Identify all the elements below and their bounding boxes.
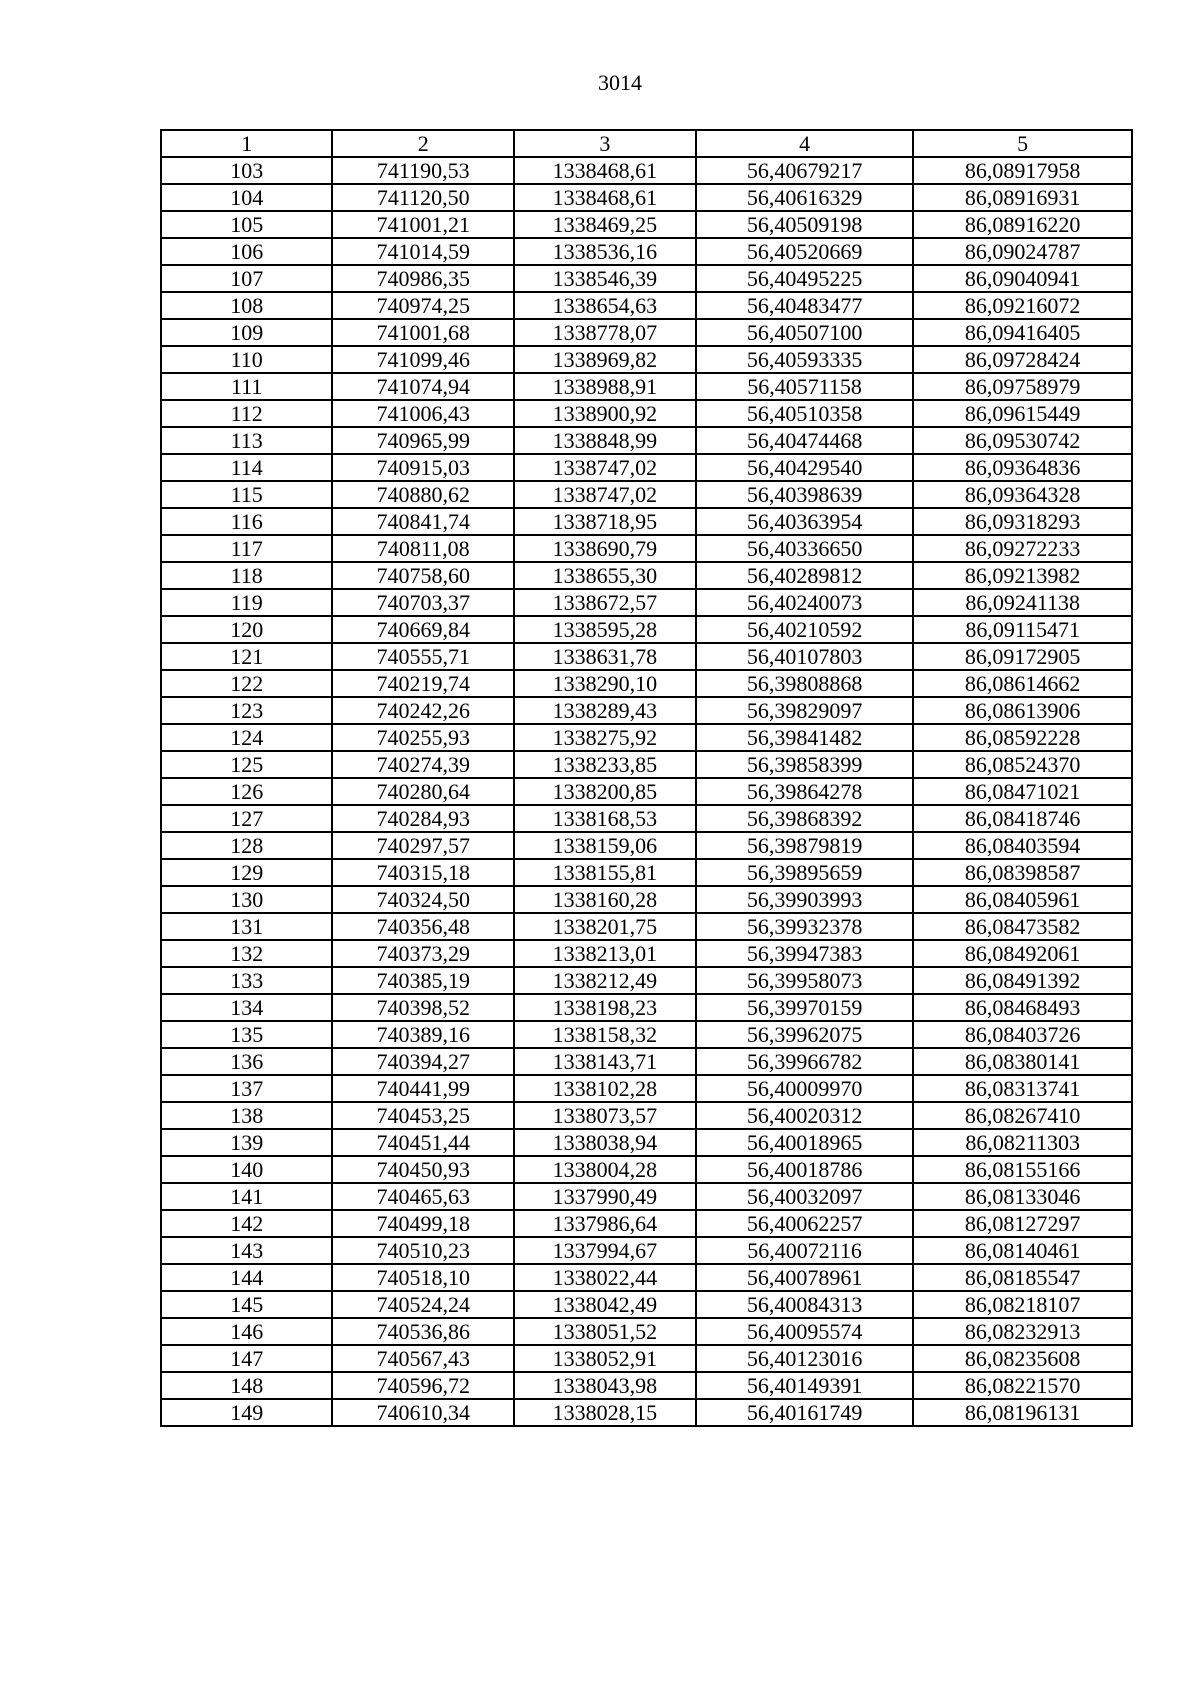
table-cell: 1338275,92 [514, 724, 696, 751]
table-row [161, 940, 1132, 967]
table-cell: 1338073,57 [514, 1102, 696, 1129]
table-cell: 86,08418746 [913, 805, 1132, 832]
table-cell: 124 [161, 724, 332, 751]
table-row [161, 184, 1132, 211]
table-cell: 1337990,49 [514, 1183, 696, 1210]
table-cell: 86,08491392 [913, 967, 1132, 994]
table-row [161, 535, 1132, 562]
table-cell: 56,39808868 [696, 670, 914, 697]
table-cell: 149 [161, 1399, 332, 1426]
table-cell: 137 [161, 1075, 332, 1102]
table-cell: 86,08133046 [913, 1183, 1132, 1210]
table-row [161, 1021, 1132, 1048]
table-cell: 127 [161, 805, 332, 832]
table-cell: 86,09216072 [913, 292, 1132, 319]
table-row [161, 1345, 1132, 1372]
table-row [161, 1291, 1132, 1318]
table-cell: 56,40161749 [696, 1399, 914, 1426]
table-cell: 86,09172905 [913, 643, 1132, 670]
table-cell: 123 [161, 697, 332, 724]
table-cell: 132 [161, 940, 332, 967]
table-cell: 56,40107803 [696, 643, 914, 670]
table-cell: 56,40510358 [696, 400, 914, 427]
table-row [161, 265, 1132, 292]
table-cell: 1338546,39 [514, 265, 696, 292]
column-header: 5 [913, 130, 1132, 157]
table-cell: 56,40429540 [696, 454, 914, 481]
table-row [161, 643, 1132, 670]
table-cell: 740441,99 [332, 1075, 514, 1102]
table-row [161, 967, 1132, 994]
table-cell: 86,08221570 [913, 1372, 1132, 1399]
table-cell: 1338900,92 [514, 400, 696, 427]
table-cell: 141 [161, 1183, 332, 1210]
table-row [161, 859, 1132, 886]
table-cell: 740965,99 [332, 427, 514, 454]
table-cell: 86,08916931 [913, 184, 1132, 211]
table-cell: 56,40018786 [696, 1156, 914, 1183]
table-cell: 86,08380141 [913, 1048, 1132, 1075]
table-cell: 108 [161, 292, 332, 319]
table-cell: 56,40593335 [696, 346, 914, 373]
table-row [161, 1210, 1132, 1237]
table-cell: 86,08613906 [913, 697, 1132, 724]
table-cell: 1338160,28 [514, 886, 696, 913]
table-cell: 740986,35 [332, 265, 514, 292]
table-cell: 1338043,98 [514, 1372, 696, 1399]
table-cell: 114 [161, 454, 332, 481]
table-row [161, 292, 1132, 319]
table-cell: 140 [161, 1156, 332, 1183]
table-row [161, 832, 1132, 859]
column-header: 3 [514, 130, 696, 157]
table-cell: 110 [161, 346, 332, 373]
table-cell: 86,08140461 [913, 1237, 1132, 1264]
table-cell: 56,40363954 [696, 508, 914, 535]
table-cell: 86,09241138 [913, 589, 1132, 616]
table-row [161, 400, 1132, 427]
table-cell: 740373,29 [332, 940, 514, 967]
table-row [161, 346, 1132, 373]
table-cell: 122 [161, 670, 332, 697]
table-cell: 86,08196131 [913, 1399, 1132, 1426]
table-cell: 1338289,43 [514, 697, 696, 724]
table-cell: 56,40032097 [696, 1183, 914, 1210]
table-cell: 86,08524370 [913, 751, 1132, 778]
table-row [161, 913, 1132, 940]
table-cell: 86,09615449 [913, 400, 1132, 427]
table-cell: 1338631,78 [514, 643, 696, 670]
table-cell: 1338028,15 [514, 1399, 696, 1426]
table-cell: 56,40210592 [696, 616, 914, 643]
table-cell: 1338168,53 [514, 805, 696, 832]
table-cell: 56,40018965 [696, 1129, 914, 1156]
table-row [161, 508, 1132, 535]
table-cell: 133 [161, 967, 332, 994]
table-cell: 741001,21 [332, 211, 514, 238]
table-cell: 56,40289812 [696, 562, 914, 589]
table-cell: 1338042,49 [514, 1291, 696, 1318]
table-row [161, 481, 1132, 508]
table-cell: 56,40072116 [696, 1237, 914, 1264]
table-cell: 86,08471021 [913, 778, 1132, 805]
table-cell: 740841,74 [332, 508, 514, 535]
table-cell: 1338747,02 [514, 454, 696, 481]
table-row [161, 670, 1132, 697]
table-cell: 740596,72 [332, 1372, 514, 1399]
table-cell: 86,08398587 [913, 859, 1132, 886]
table-cell: 1338672,57 [514, 589, 696, 616]
table-cell: 1338143,71 [514, 1048, 696, 1075]
table-cell: 86,08468493 [913, 994, 1132, 1021]
table-cell: 86,08592228 [913, 724, 1132, 751]
table-cell: 740356,48 [332, 913, 514, 940]
table-cell: 1338212,49 [514, 967, 696, 994]
table-cell: 56,40474468 [696, 427, 914, 454]
table-cell: 56,40078961 [696, 1264, 914, 1291]
table-cell: 741006,43 [332, 400, 514, 427]
table-cell: 86,09758979 [913, 373, 1132, 400]
table-row [161, 1372, 1132, 1399]
table-cell: 109 [161, 319, 332, 346]
table-cell: 146 [161, 1318, 332, 1345]
table-cell: 1338290,10 [514, 670, 696, 697]
table-cell: 740315,18 [332, 859, 514, 886]
table-cell: 1338690,79 [514, 535, 696, 562]
table-cell: 119 [161, 589, 332, 616]
table-cell: 740703,37 [332, 589, 514, 616]
table-body [161, 130, 1132, 1426]
table-row [161, 238, 1132, 265]
table-cell: 56,39868392 [696, 805, 914, 832]
table-cell: 56,40095574 [696, 1318, 914, 1345]
column-header: 2 [332, 130, 514, 157]
table-cell: 740398,52 [332, 994, 514, 1021]
table-cell: 145 [161, 1291, 332, 1318]
table-cell: 56,40483477 [696, 292, 914, 319]
table-cell: 1338468,61 [514, 157, 696, 184]
table-cell: 740280,64 [332, 778, 514, 805]
table-cell: 1338038,94 [514, 1129, 696, 1156]
table-cell: 1338213,01 [514, 940, 696, 967]
table-cell: 86,09318293 [913, 508, 1132, 535]
table-cell: 115 [161, 481, 332, 508]
table-row [161, 1129, 1132, 1156]
table-cell: 86,09213982 [913, 562, 1132, 589]
table-cell: 86,08916220 [913, 211, 1132, 238]
table-cell: 740669,84 [332, 616, 514, 643]
table-cell: 105 [161, 211, 332, 238]
table-cell: 138 [161, 1102, 332, 1129]
table-cell: 86,08127297 [913, 1210, 1132, 1237]
table-cell: 1338051,52 [514, 1318, 696, 1345]
table-row [161, 1399, 1132, 1426]
table-cell: 56,40495225 [696, 265, 914, 292]
table-cell: 1338201,75 [514, 913, 696, 940]
table-cell: 56,40020312 [696, 1102, 914, 1129]
table-cell: 740465,63 [332, 1183, 514, 1210]
table-cell: 86,08313741 [913, 1075, 1132, 1102]
table-row [161, 886, 1132, 913]
table-cell: 86,08492061 [913, 940, 1132, 967]
table-cell: 740274,39 [332, 751, 514, 778]
table-row [161, 805, 1132, 832]
table-cell: 740524,24 [332, 1291, 514, 1318]
table-cell: 56,39879819 [696, 832, 914, 859]
table-cell: 740219,74 [332, 670, 514, 697]
table-cell: 1338536,16 [514, 238, 696, 265]
table-cell: 56,39841482 [696, 724, 914, 751]
table-cell: 86,08473582 [913, 913, 1132, 940]
table-cell: 741001,68 [332, 319, 514, 346]
table-cell: 740880,62 [332, 481, 514, 508]
table-cell: 56,40616329 [696, 184, 914, 211]
table-cell: 113 [161, 427, 332, 454]
table-cell: 1338778,07 [514, 319, 696, 346]
table-cell: 56,40149391 [696, 1372, 914, 1399]
table-cell: 740297,57 [332, 832, 514, 859]
table-cell: 118 [161, 562, 332, 589]
table-cell: 103 [161, 157, 332, 184]
table-cell: 1338159,06 [514, 832, 696, 859]
table-cell: 56,40009970 [696, 1075, 914, 1102]
table-cell: 740610,34 [332, 1399, 514, 1426]
table-cell: 740510,23 [332, 1237, 514, 1264]
table-cell: 126 [161, 778, 332, 805]
table-cell: 143 [161, 1237, 332, 1264]
table-row [161, 1048, 1132, 1075]
table-row [161, 157, 1132, 184]
table-cell: 741190,53 [332, 157, 514, 184]
table-cell: 56,39962075 [696, 1021, 914, 1048]
table-cell: 135 [161, 1021, 332, 1048]
table-cell: 128 [161, 832, 332, 859]
table-cell: 56,40084313 [696, 1291, 914, 1318]
table-cell: 1338848,99 [514, 427, 696, 454]
table-cell: 740567,43 [332, 1345, 514, 1372]
table-cell: 1338655,30 [514, 562, 696, 589]
table-cell: 1338102,28 [514, 1075, 696, 1102]
table-cell: 56,39970159 [696, 994, 914, 1021]
table-cell: 136 [161, 1048, 332, 1075]
table-cell: 740451,44 [332, 1129, 514, 1156]
table-cell: 56,40679217 [696, 157, 914, 184]
table-cell: 740450,93 [332, 1156, 514, 1183]
table-cell: 1338718,95 [514, 508, 696, 535]
table-row [161, 751, 1132, 778]
table-cell: 1338155,81 [514, 859, 696, 886]
table-cell: 56,40509198 [696, 211, 914, 238]
table-cell: 86,09364328 [913, 481, 1132, 508]
table-row [161, 1264, 1132, 1291]
table-row [161, 994, 1132, 1021]
table-cell: 116 [161, 508, 332, 535]
table-cell: 117 [161, 535, 332, 562]
table-cell: 86,09024787 [913, 238, 1132, 265]
table-cell: 740758,60 [332, 562, 514, 589]
table-cell: 148 [161, 1372, 332, 1399]
column-header: 4 [696, 130, 914, 157]
table-row [161, 427, 1132, 454]
table-cell: 86,09040941 [913, 265, 1132, 292]
table-cell: 86,08614662 [913, 670, 1132, 697]
table-cell: 1338004,28 [514, 1156, 696, 1183]
table-cell: 86,08403594 [913, 832, 1132, 859]
table-cell: 86,08218107 [913, 1291, 1132, 1318]
table-cell: 1338052,91 [514, 1345, 696, 1372]
table-cell: 56,39958073 [696, 967, 914, 994]
table-cell: 139 [161, 1129, 332, 1156]
table-cell: 740324,50 [332, 886, 514, 913]
table-cell: 86,09272233 [913, 535, 1132, 562]
table-cell: 86,08185547 [913, 1264, 1132, 1291]
table-cell: 1338200,85 [514, 778, 696, 805]
table-cell: 1338469,25 [514, 211, 696, 238]
page-number: 3014 [598, 70, 642, 95]
table-cell: 112 [161, 400, 332, 427]
table-cell: 86,09115471 [913, 616, 1132, 643]
table-cell: 86,08232913 [913, 1318, 1132, 1345]
table-cell: 1338022,44 [514, 1264, 696, 1291]
table-cell: 86,09728424 [913, 346, 1132, 373]
table-cell: 86,08403726 [913, 1021, 1132, 1048]
table-cell: 741014,59 [332, 238, 514, 265]
table-cell: 740811,08 [332, 535, 514, 562]
table-row [161, 1318, 1132, 1345]
table-cell: 740974,25 [332, 292, 514, 319]
table-cell: 56,39903993 [696, 886, 914, 913]
table-cell: 111 [161, 373, 332, 400]
table-cell: 740453,25 [332, 1102, 514, 1129]
table-cell: 56,40520669 [696, 238, 914, 265]
table-cell: 56,40336650 [696, 535, 914, 562]
table-cell: 86,08917958 [913, 157, 1132, 184]
table-cell: 86,08267410 [913, 1102, 1132, 1129]
table-cell: 741120,50 [332, 184, 514, 211]
table-row [161, 562, 1132, 589]
table-cell: 56,39858399 [696, 751, 914, 778]
table-cell: 740255,93 [332, 724, 514, 751]
table-row [161, 373, 1132, 400]
table-cell: 740518,10 [332, 1264, 514, 1291]
table-cell: 740394,27 [332, 1048, 514, 1075]
table-cell: 1338654,63 [514, 292, 696, 319]
table-cell: 56,40571158 [696, 373, 914, 400]
table-cell: 741074,94 [332, 373, 514, 400]
table-cell: 1338158,32 [514, 1021, 696, 1048]
table-cell: 56,40240073 [696, 589, 914, 616]
table-cell: 86,08211303 [913, 1129, 1132, 1156]
table-row [161, 1156, 1132, 1183]
table-cell: 144 [161, 1264, 332, 1291]
table-cell: 86,08235608 [913, 1345, 1132, 1372]
table-row [161, 319, 1132, 346]
table-row [161, 697, 1132, 724]
table-cell: 1338988,91 [514, 373, 696, 400]
table-row [161, 1237, 1132, 1264]
table-cell: 56,39829097 [696, 697, 914, 724]
table-cell: 740499,18 [332, 1210, 514, 1237]
table-cell: 56,39864278 [696, 778, 914, 805]
table-row [161, 1102, 1132, 1129]
table-cell: 56,39932378 [696, 913, 914, 940]
table-cell: 121 [161, 643, 332, 670]
table-cell: 740385,19 [332, 967, 514, 994]
table-cell: 104 [161, 184, 332, 211]
column-header: 1 [161, 130, 332, 157]
table-cell: 125 [161, 751, 332, 778]
table-cell: 56,40398639 [696, 481, 914, 508]
table-cell: 56,40123016 [696, 1345, 914, 1372]
table-cell: 740915,03 [332, 454, 514, 481]
table-cell: 1337986,64 [514, 1210, 696, 1237]
table-cell: 741099,46 [332, 346, 514, 373]
table-row [161, 211, 1132, 238]
table-cell: 1338233,85 [514, 751, 696, 778]
table-cell: 740536,86 [332, 1318, 514, 1345]
table-row [161, 778, 1132, 805]
table-cell: 56,40507100 [696, 319, 914, 346]
table-row [161, 616, 1132, 643]
table-cell: 106 [161, 238, 332, 265]
table-cell: 1338969,82 [514, 346, 696, 373]
table-cell: 86,08155166 [913, 1156, 1132, 1183]
table-cell: 1337994,67 [514, 1237, 696, 1264]
table-cell: 142 [161, 1210, 332, 1237]
table-cell: 740242,26 [332, 697, 514, 724]
table-cell: 86,09364836 [913, 454, 1132, 481]
table-cell: 740555,71 [332, 643, 514, 670]
table-cell: 740284,93 [332, 805, 514, 832]
table-row [161, 454, 1132, 481]
table-cell: 56,39966782 [696, 1048, 914, 1075]
table-cell: 1338468,61 [514, 184, 696, 211]
table-header-row [161, 130, 1132, 157]
table-row [161, 1075, 1132, 1102]
table-cell: 56,40062257 [696, 1210, 914, 1237]
table-cell: 86,09530742 [913, 427, 1132, 454]
table-cell: 131 [161, 913, 332, 940]
table-row [161, 724, 1132, 751]
table-cell: 1338198,23 [514, 994, 696, 1021]
table-cell: 740389,16 [332, 1021, 514, 1048]
table-cell: 107 [161, 265, 332, 292]
table-cell: 56,39895659 [696, 859, 914, 886]
coordinates-table [160, 129, 1133, 1427]
table-cell: 134 [161, 994, 332, 1021]
table-cell: 129 [161, 859, 332, 886]
table-cell: 130 [161, 886, 332, 913]
table-cell: 56,39947383 [696, 940, 914, 967]
table-row [161, 1183, 1132, 1210]
table-cell: 1338747,02 [514, 481, 696, 508]
table-cell: 120 [161, 616, 332, 643]
table-cell: 86,09416405 [913, 319, 1132, 346]
table-row [161, 589, 1132, 616]
table-cell: 86,08405961 [913, 886, 1132, 913]
table-cell: 147 [161, 1345, 332, 1372]
table-cell: 1338595,28 [514, 616, 696, 643]
